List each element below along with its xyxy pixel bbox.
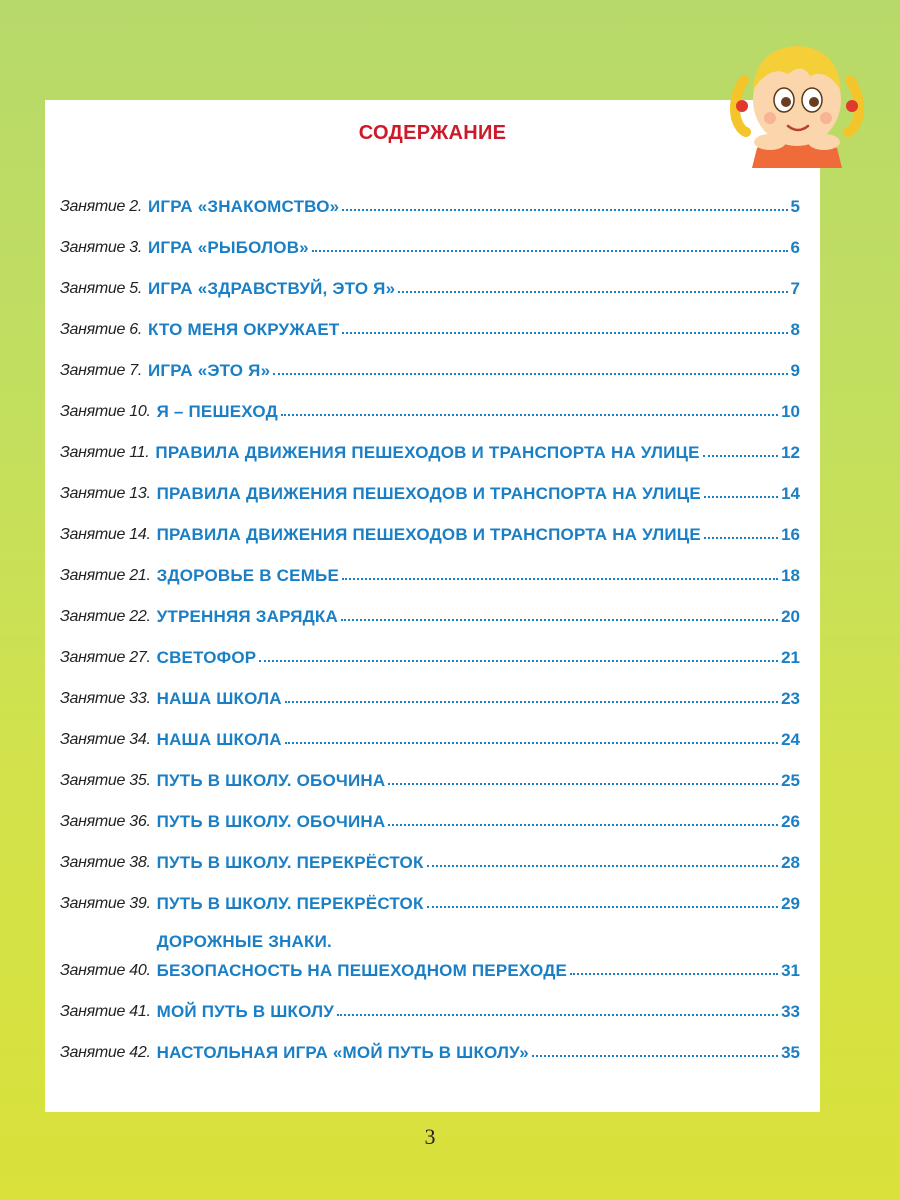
- dot-leader: [342, 332, 787, 334]
- lesson-number: Занятие 14.: [60, 526, 151, 543]
- entry-title: МОЙ ПУТЬ В ШКОЛУ: [156, 1002, 335, 1021]
- toc-entry: [60, 670, 800, 710]
- toc-entry: [60, 219, 800, 259]
- lesson-number: Занятие 41.: [60, 1003, 151, 1020]
- entry-title: ПУТЬ В ШКОЛУ. ПЕРЕКРЁСТОК: [156, 853, 424, 872]
- toc-entry: [60, 178, 800, 218]
- lesson-number: Занятие 33.: [60, 690, 151, 707]
- dot-leader: [704, 496, 778, 498]
- entry-title: УТРЕННЯЯ ЗАРЯДКА: [156, 607, 338, 626]
- lesson-number: Занятие 21.: [60, 567, 151, 584]
- toc-entry: [60, 506, 800, 546]
- page-title: СОДЕРЖАНИЕ: [358, 122, 507, 144]
- entry-page-number: 29: [781, 894, 800, 913]
- toc-entry: [60, 383, 800, 423]
- dot-leader: [285, 701, 778, 703]
- lesson-number: Занятие 27.: [60, 649, 151, 666]
- dot-leader: [532, 1055, 778, 1057]
- toc-entry: [60, 301, 800, 341]
- dot-leader: [398, 291, 787, 293]
- entry-title: ПРАВИЛА ДВИЖЕНИЯ ПЕШЕХОДОВ И ТРАНСПОРТА НА УЛИЦЕ: [156, 525, 701, 544]
- toc-entry: [60, 793, 800, 833]
- dot-leader: [570, 973, 778, 975]
- lesson-number: Занятие 10.: [60, 403, 151, 420]
- lesson-number: Занятие 34.: [60, 731, 151, 748]
- entry-page-number: 5: [790, 197, 800, 216]
- dot-leader: [337, 1014, 778, 1016]
- lesson-number: Занятие 40.: [60, 962, 151, 979]
- entry-page-number: 16: [781, 525, 800, 544]
- entry-page-number: 8: [790, 320, 800, 339]
- entry-page-number: 31: [781, 961, 800, 980]
- entry-title-line2: БЕЗОПАСНОСТЬ НА ПЕШЕХОДНОМ ПЕРЕХОДЕ: [156, 961, 568, 980]
- toc-entry: [60, 834, 800, 874]
- lesson-number: Занятие 11.: [60, 444, 150, 461]
- lesson-number: Занятие 22.: [60, 608, 151, 625]
- lesson-number: Занятие 5.: [60, 280, 142, 297]
- lesson-number: Занятие 42.: [60, 1044, 151, 1061]
- entry-page-number: 14: [781, 484, 800, 503]
- toc-entry: [60, 424, 800, 464]
- entry-title: НАША ШКОЛА: [156, 730, 282, 749]
- entry-title: ЗДОРОВЬЕ В СЕМЬЕ: [156, 566, 340, 585]
- entry-title: Я – ПЕШЕХОД: [156, 402, 278, 421]
- entry-title-block: [157, 932, 567, 982]
- toc-entry: [60, 629, 800, 669]
- dot-leader: [285, 742, 778, 744]
- entry-title: ИГРА «ЗДРАВСТВУЙ, ЭТО Я»: [148, 279, 396, 298]
- lesson-number: Занятие 38.: [60, 854, 151, 871]
- entry-title: ПРАВИЛА ДВИЖЕНИЯ ПЕШЕХОДОВ И ТРАНСПОРТА НА УЛИЦЕ: [155, 443, 700, 462]
- entry-page-number: 23: [781, 689, 800, 708]
- lesson-number: Занятие 7.: [60, 362, 142, 379]
- toc-entry: [60, 342, 800, 382]
- girl-mascot-icon: [722, 18, 872, 168]
- entry-title: ПУТЬ В ШКОЛУ. ПЕРЕКРЁСТОК: [156, 894, 424, 913]
- entry-page-number: 24: [781, 730, 800, 749]
- dot-leader: [703, 455, 778, 457]
- entry-page-number: 25: [781, 771, 800, 790]
- entry-page-number: 12: [781, 443, 800, 462]
- entry-title: ИГРА «ЭТО Я»: [148, 361, 271, 380]
- dot-leader: [281, 414, 778, 416]
- dot-leader: [427, 865, 779, 867]
- toc-entry: [60, 983, 800, 1023]
- lesson-number: Занятие 3.: [60, 239, 142, 256]
- entry-page-number: 28: [781, 853, 800, 872]
- entry-page-number: 18: [781, 566, 800, 585]
- entry-page-number: 33: [781, 1002, 800, 1021]
- toc-entry: [60, 588, 800, 628]
- page-number: 3: [424, 1124, 436, 1149]
- entry-title: КТО МЕНЯ ОКРУЖАЕТ: [148, 320, 340, 339]
- entry-title: ПУТЬ В ШКОЛУ. ОБОЧИНА: [156, 812, 386, 831]
- entry-title: ИГРА «ЗНАКОМСТВО»: [148, 197, 340, 216]
- toc-entry: [60, 260, 800, 300]
- entry-title: СВЕТОФОР: [156, 648, 257, 667]
- dot-leader: [312, 250, 788, 252]
- dot-leader: [273, 373, 787, 375]
- entry-page-number: 7: [790, 279, 800, 298]
- lesson-number: Занятие 35.: [60, 772, 151, 789]
- lesson-number: Занятие 36.: [60, 813, 151, 830]
- dot-leader: [388, 783, 778, 785]
- entry-page-number: 21: [781, 648, 800, 667]
- entry-title: НАСТОЛЬНАЯ ИГРА «МОЙ ПУТЬ В ШКОЛУ»: [156, 1043, 529, 1062]
- dot-leader: [259, 660, 778, 662]
- entry-page-number: 20: [781, 607, 800, 626]
- toc-entry: [60, 465, 800, 505]
- entry-page-number: 26: [781, 812, 800, 831]
- lesson-number: Занятие 2.: [60, 198, 142, 215]
- lesson-number: Занятие 6.: [60, 321, 142, 338]
- entry-title: ИГРА «РЫБОЛОВ»: [148, 238, 309, 257]
- lesson-number: Занятие 39.: [60, 895, 151, 912]
- lesson-number: Занятие 13.: [60, 485, 151, 502]
- entry-title: ДОРОЖНЫЕ ЗНАКИ.: [156, 932, 332, 951]
- dot-leader: [342, 209, 787, 211]
- toc-entry: [60, 1024, 800, 1064]
- toc-entry: [60, 916, 800, 982]
- content-page: [45, 100, 820, 1112]
- dot-leader: [388, 824, 778, 826]
- toc-entry: [60, 711, 800, 751]
- dot-leader: [342, 578, 778, 580]
- entry-page-number: 9: [790, 361, 800, 380]
- entry-page-number: 35: [781, 1043, 800, 1062]
- entry-title: НАША ШКОЛА: [156, 689, 282, 708]
- entry-page-number: 10: [781, 402, 800, 421]
- dot-leader: [704, 537, 778, 539]
- entry-title: ПРАВИЛА ДВИЖЕНИЯ ПЕШЕХОДОВ И ТРАНСПОРТА НА УЛИЦЕ: [156, 484, 701, 503]
- dot-leader: [427, 906, 779, 908]
- toc-entry: [60, 752, 800, 792]
- dot-leader: [341, 619, 778, 621]
- toc-entry: [60, 875, 800, 915]
- toc-entry: [60, 547, 800, 587]
- entry-page-number: 6: [790, 238, 800, 257]
- entry-title: ПУТЬ В ШКОЛУ. ОБОЧИНА: [156, 771, 386, 790]
